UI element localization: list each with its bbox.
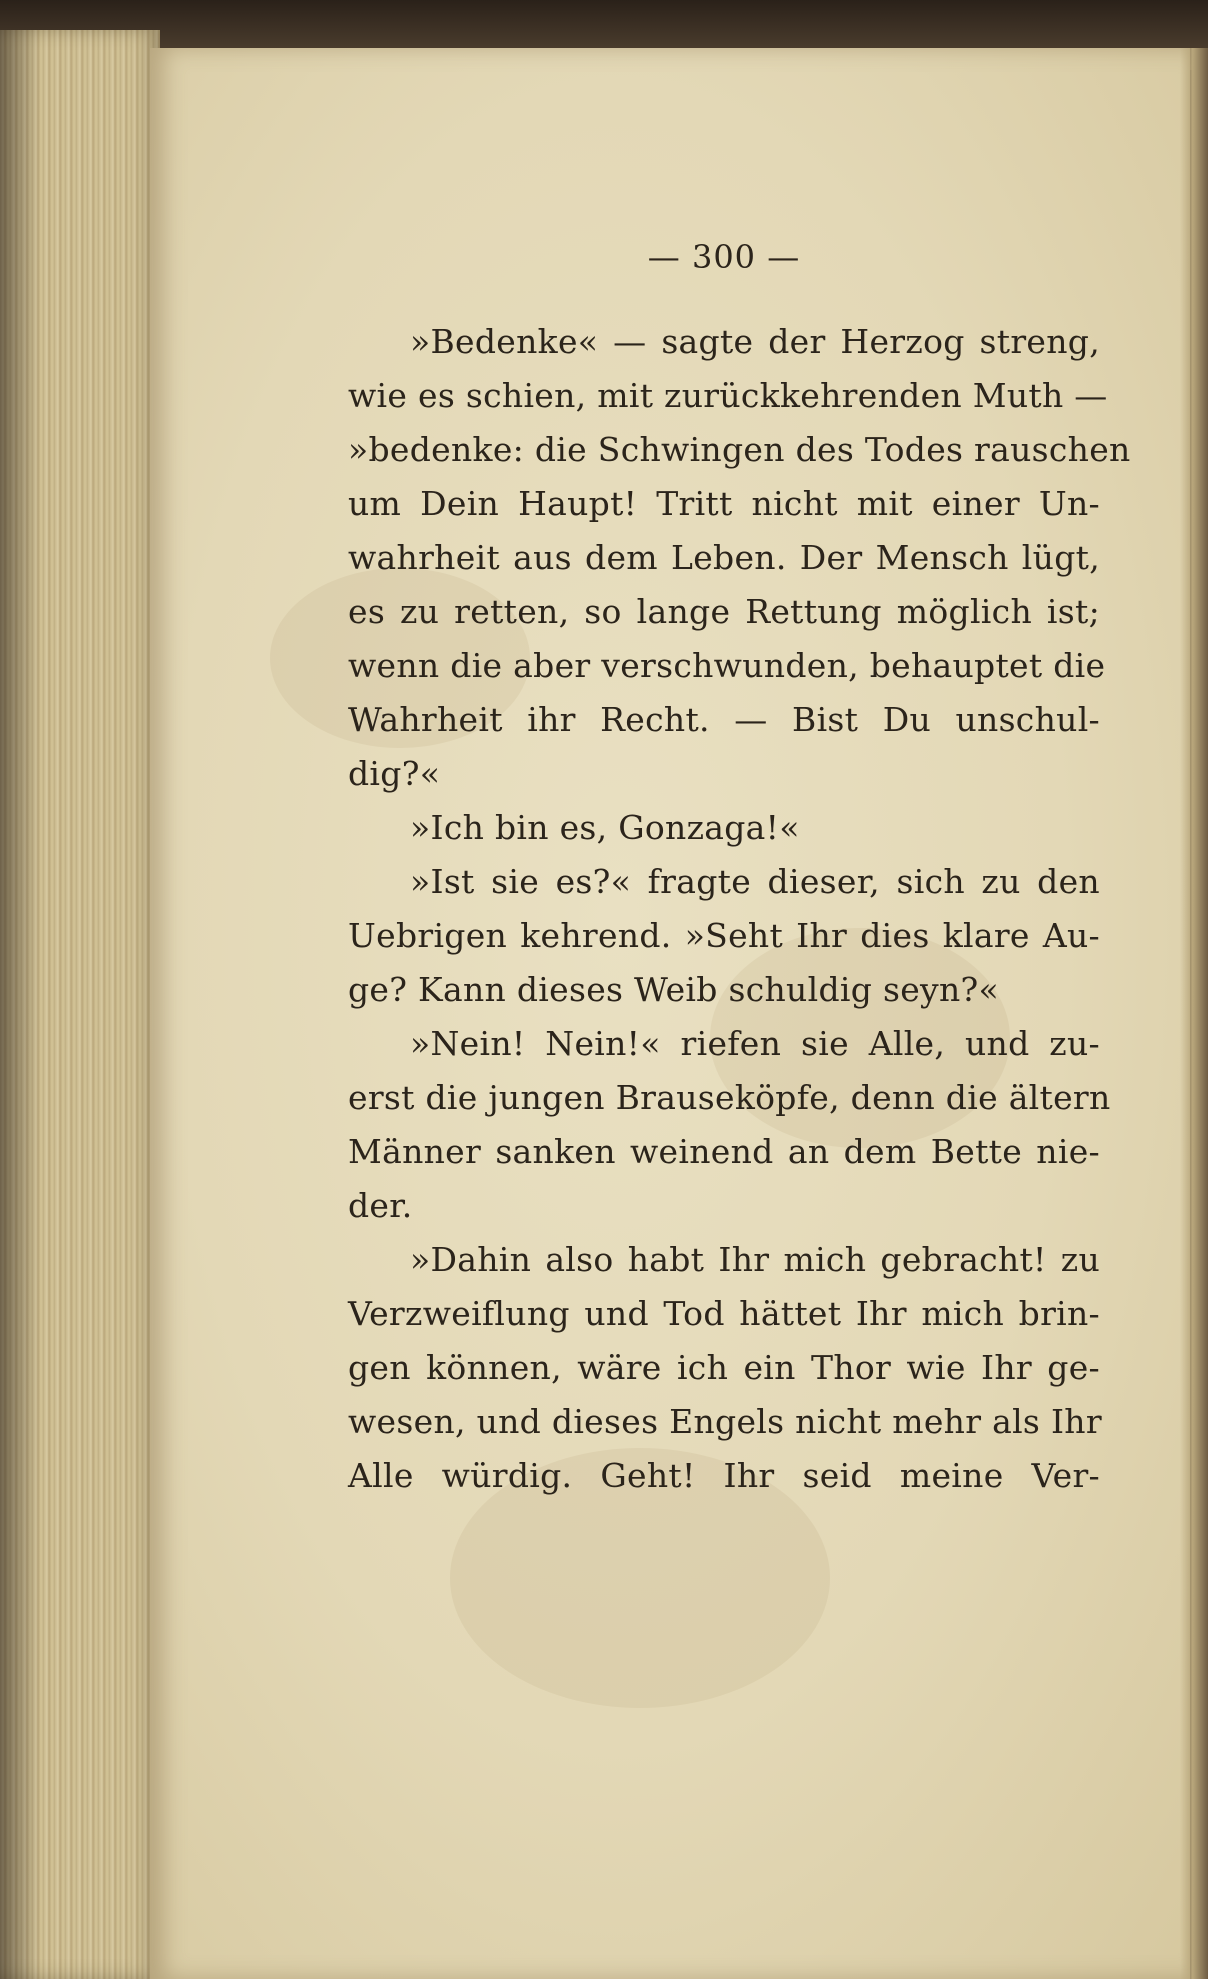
text-line: »bedenke: die Schwingen des Todes rauschen bbox=[348, 430, 1131, 469]
text-line: es zu retten, so lange Rettung möglich ist; bbox=[348, 592, 1100, 631]
text-line: ge? Kann dieses Weib schuldig seyn?« bbox=[348, 970, 999, 1009]
page-stack-shadow bbox=[0, 30, 40, 1979]
text-line: »Dahin also habt Ihr mich gebracht! zu bbox=[410, 1240, 1100, 1279]
text-line: Verzweiflung und Tod hättet Ihr mich brin- bbox=[348, 1294, 1100, 1333]
text-line: wenn die aber verschwunden, behauptet die bbox=[348, 646, 1106, 685]
text-line: um Dein Haupt! Tritt nicht mit einer Un- bbox=[348, 484, 1100, 523]
text-line: »Ist sie es?« fragte dieser, sich zu den bbox=[410, 862, 1100, 901]
text-line: wie es schien, mit zurückkehrenden Muth — bbox=[348, 376, 1108, 415]
text-line: der. bbox=[348, 1186, 413, 1225]
text-line: gen können, wäre ich ein Thor wie Ihr ge- bbox=[348, 1348, 1100, 1387]
text-line: Männer sanken weinend an dem Bette nie- bbox=[348, 1132, 1100, 1171]
page-number: — 300 — bbox=[647, 238, 801, 276]
page-right-edge bbox=[1180, 48, 1208, 1979]
text-line: dig?« bbox=[348, 754, 441, 793]
text-line: Alle würdig. Geht! Ihr seid meine Ver- bbox=[348, 1456, 1100, 1495]
text-line: »Ich bin es, Gonzaga!« bbox=[410, 808, 800, 847]
text-line: Uebrigen kehrend. »Seht Ihr dies klare Au- bbox=[348, 916, 1100, 955]
text-line: Wahrheit ihr Recht. — Bist Du unschul- bbox=[348, 700, 1100, 739]
text-line: »Nein! Nein!« riefen sie Alle, und zu- bbox=[410, 1024, 1100, 1063]
text-line: wesen, und dieses Engels nicht mehr als Ihr bbox=[348, 1402, 1102, 1441]
text-line: wahrheit aus dem Leben. Der Mensch lügt, bbox=[348, 538, 1100, 577]
text-line: »Bedenke« — sagte der Herzog streng, bbox=[410, 322, 1100, 361]
text-line: erst die jungen Brauseköpfe, denn die ältern bbox=[348, 1078, 1111, 1117]
